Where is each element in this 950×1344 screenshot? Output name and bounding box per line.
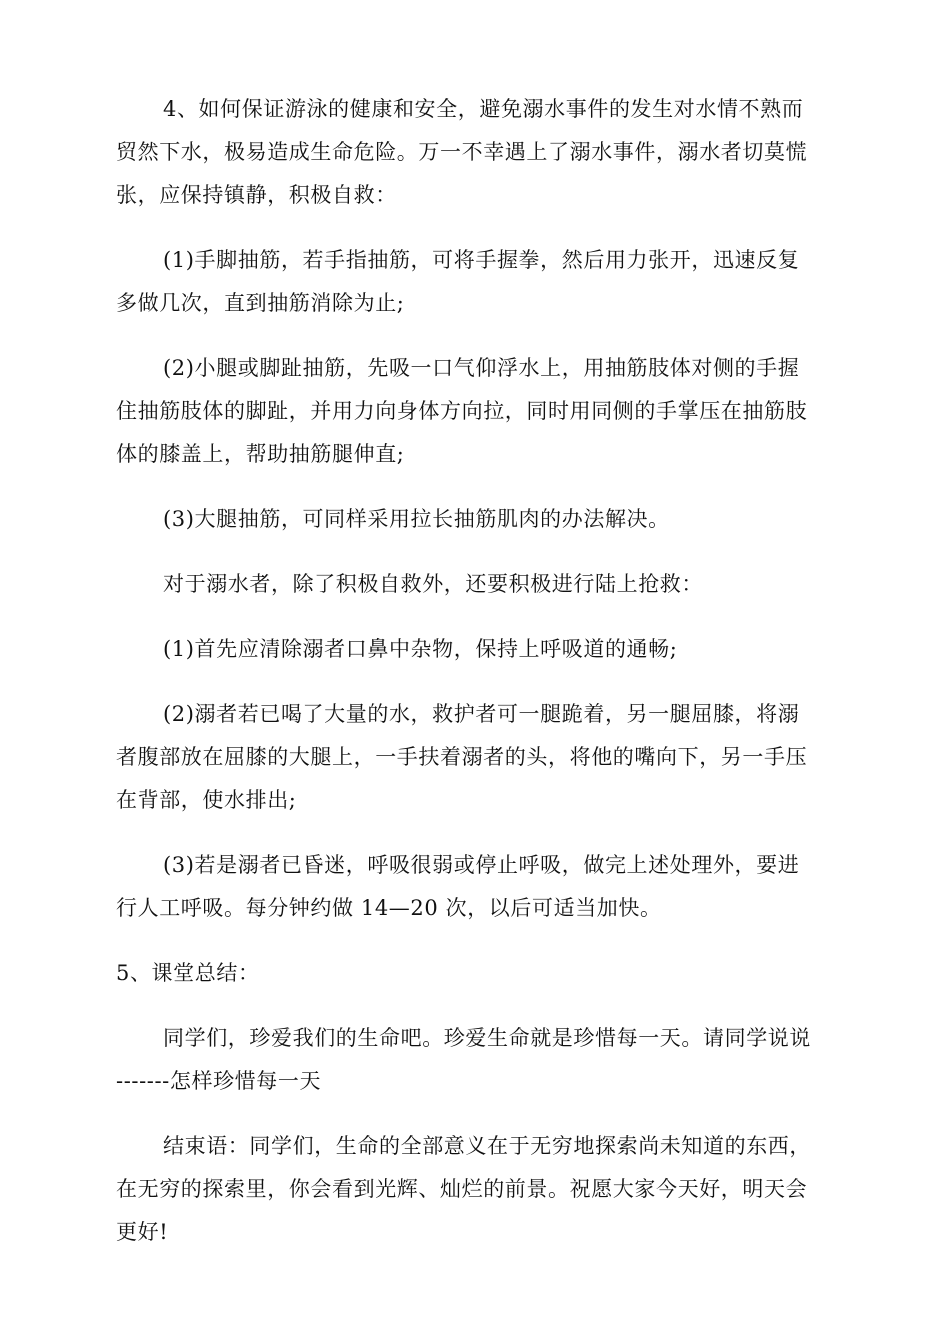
paragraph-self-rescue-3 (116, 498, 838, 541)
text-line: 结束语：同学们，生命的全部意义在于无穷地探索尚未知道的东西， (163, 1134, 811, 1158)
text-line: 者腹部放在屈膝的大腿上，一手扶着溺者的头，将他的嘴向下，另一手压 (116, 745, 808, 769)
paragraph-self-rescue-2 (116, 347, 838, 476)
paragraph-section-4 (116, 88, 838, 217)
text-line: 4、如何保证游泳的健康和安全，避免溺水事件的发生对水情不熟而 (163, 97, 804, 121)
text-line: (1)手脚抽筋，若手指抽筋，可将手握拳，然后用力张开，迅速反复 (163, 248, 800, 272)
text-line: 贸然下水，极易造成生命危险。万一不幸遇上了溺水事件，溺水者切莫慌 (116, 140, 808, 164)
text-line: (3)若是溺者已昏迷，呼吸很弱或停止呼吸，做完上述处理外，要进 (163, 853, 800, 877)
paragraph-land-rescue-2 (116, 693, 838, 822)
paragraph-self-rescue-1 (116, 239, 838, 325)
text-line: (2)溺者若已喝了大量的水，救护者可一腿跪着，另一腿屈膝，将溺 (163, 702, 800, 726)
text-line: 体的膝盖上，帮助抽筋腿伸直; (116, 442, 405, 466)
section-heading: 5、课堂总结： (116, 961, 260, 985)
text-line: (1)首先应清除溺者口鼻中杂物，保持上呼吸道的通畅; (163, 637, 678, 661)
text-line: -------怎样珍惜每一天 (116, 1069, 322, 1093)
text-line: 同学们，珍爱我们的生命吧。珍爱生命就是珍惜每一天。请同学说说 (163, 1026, 811, 1050)
paragraph-land-rescue-3 (116, 844, 838, 930)
text-line: 在无穷的探索里，你会看到光辉、灿烂的前景。祝愿大家今天好，明天会 (116, 1177, 808, 1201)
text-line: (2)小腿或脚趾抽筋，先吸一口气仰浮水上，用抽筋肢体对侧的手握 (163, 356, 800, 380)
paragraph-land-rescue-1 (116, 628, 838, 671)
text-line: 行人工呼吸。每分钟约做 14—20 次，以后可适当加快。 (116, 896, 662, 920)
document-body (116, 88, 838, 1276)
paragraph-closing (116, 1125, 838, 1254)
paragraph-land-rescue-intro (116, 563, 838, 606)
paragraph-section-5 (116, 952, 838, 995)
text-line: 多做几次，直到抽筋消除为止; (116, 291, 405, 315)
text-line: 张，应保持镇静，积极自救： (116, 183, 397, 207)
text-line: (3)大腿抽筋，可同样采用拉长抽筋肌肉的办法解决。 (163, 507, 670, 531)
text-line: 更好! (116, 1220, 169, 1244)
text-line: 住抽筋肢体的脚趾，并用力向身体方向拉，同时用同侧的手掌压在抽筋肢 (116, 399, 808, 423)
paragraph-summary (116, 1017, 838, 1103)
text-line: 在背部，使水排出; (116, 788, 297, 812)
text-line: 对于溺水者，除了积极自救外，还要积极进行陆上抢救： (163, 572, 703, 596)
